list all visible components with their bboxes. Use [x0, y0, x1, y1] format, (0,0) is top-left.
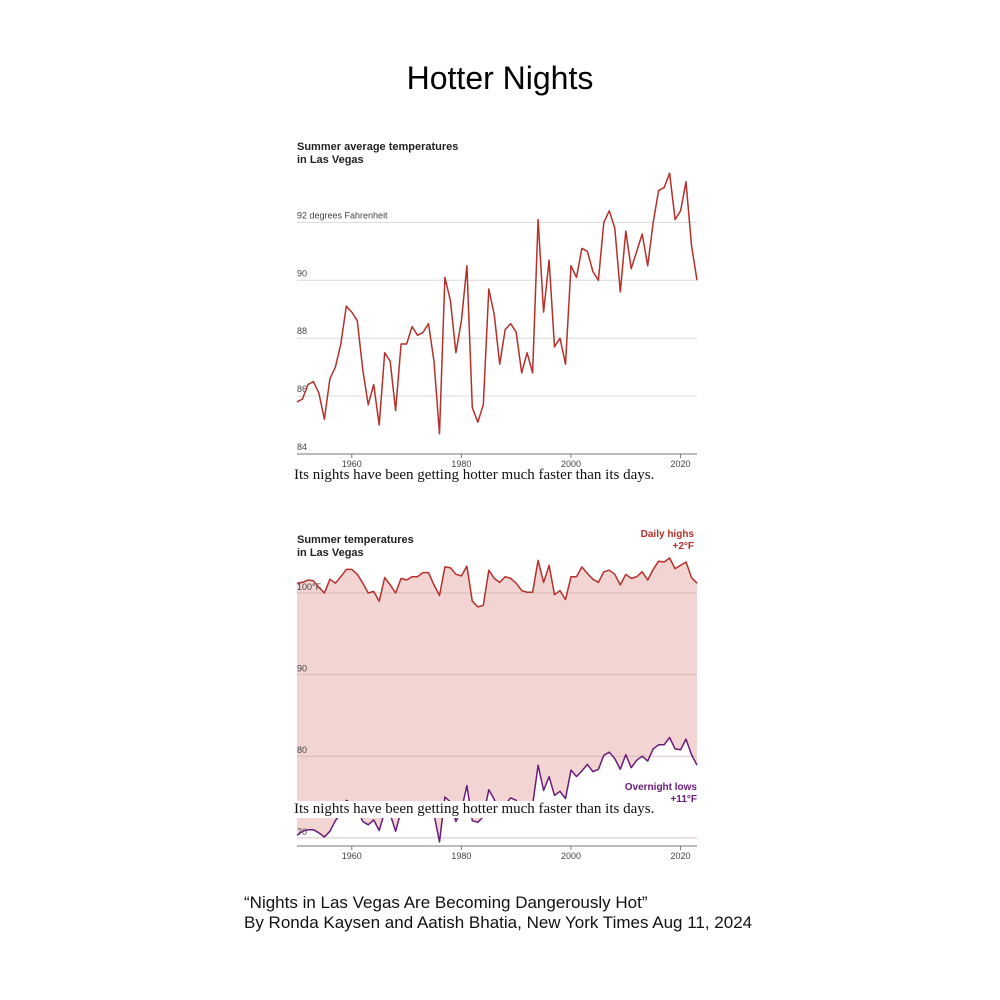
chart2-ytick-label: 80	[297, 745, 308, 756]
article-title-credit: “Nights in Las Vegas Are Becoming Dangerously Hot”	[244, 893, 648, 912]
chart2-ytick-label: 70	[297, 826, 308, 837]
chart2-xtick-label: 1980	[451, 851, 472, 861]
chart1-title-line: in Las Vegas	[297, 154, 364, 166]
chart2-xtick-label: 1960	[341, 851, 362, 861]
chart2-band-area	[297, 558, 697, 842]
chart2-lows-change: +11°F	[670, 794, 697, 805]
chart1-title-line: Summer average temperatures	[297, 141, 459, 153]
chart1-ytick-label: 90	[297, 268, 308, 279]
chart1-ytick-label: 92 degrees Fahrenheit	[297, 210, 388, 221]
chart1-xtick-label: 2000	[560, 459, 581, 469]
chart1-xtick-label: 1980	[451, 459, 472, 469]
chart-caption-2: Its nights have been getting hotter much faster than its days.	[294, 801, 658, 818]
chart2-ytick-label: 90	[297, 663, 308, 674]
chart1-xtick-label: 1960	[341, 459, 362, 469]
chart2-highs-name: Daily highs	[640, 529, 694, 540]
chart1-ytick-label: 86	[297, 384, 308, 395]
article-authors-credit: By Ronda Kaysen and Aatish Bhatia, New York Times Aug 11, 2024	[244, 913, 753, 932]
chart1-xtick-label: 2020	[670, 459, 691, 469]
chart2-xtick-label: 2020	[670, 851, 691, 861]
chart2-ytick-label: 100°F	[297, 582, 322, 593]
page-title: Hotter Nights	[406, 60, 594, 96]
chart2-xtick-label: 2000	[560, 851, 581, 861]
chart-caption-1: Its nights have been getting hotter much faster than its days.	[294, 467, 655, 483]
chart2-title-line: in Las Vegas	[297, 547, 364, 559]
chart1-ytick-label: 88	[297, 326, 308, 337]
chart1-ytick-label: 84	[297, 442, 308, 452]
chart2-highs-change: +2°F	[672, 541, 694, 552]
chart2-title-line: Summer temperatures	[297, 534, 414, 546]
chart2-lows-name: Overnight lows	[624, 782, 697, 793]
